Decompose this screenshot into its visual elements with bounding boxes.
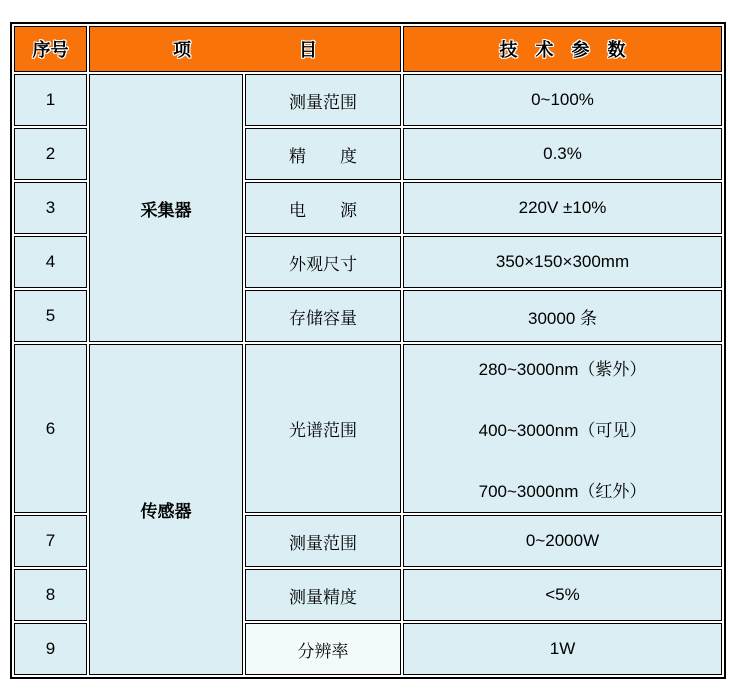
item-label-cell: 测量范围 bbox=[245, 74, 401, 126]
spectral-range-values bbox=[408, 345, 717, 512]
spectral-range-visible: 400~3000nm（可见） bbox=[478, 421, 647, 440]
row-number-cell: 6 bbox=[14, 344, 87, 513]
item-label-cell: 光谱范围 bbox=[245, 344, 401, 513]
item-label-cell: 精 度 bbox=[245, 128, 401, 180]
param-value-cell: 30000 条 bbox=[403, 290, 722, 342]
row-number-cell: 3 bbox=[14, 182, 87, 234]
spectral-range-ir: 700~3000nm（红外） bbox=[478, 482, 647, 501]
header-params: 技 术 参 数 bbox=[403, 26, 722, 72]
spec-table bbox=[10, 22, 726, 679]
header-row bbox=[14, 26, 722, 72]
param-value-cell: 0~2000W bbox=[403, 515, 722, 567]
row-number-cell: 9 bbox=[14, 623, 87, 675]
group-cell-collector: 采集器 bbox=[89, 74, 243, 342]
item-label-cell: 外观尺寸 bbox=[245, 236, 401, 288]
param-value-cell: 0~100% bbox=[403, 74, 722, 126]
row-number-cell: 2 bbox=[14, 128, 87, 180]
item-label-cell: 测量范围 bbox=[245, 515, 401, 567]
group-cell-sensor: 传感器 bbox=[89, 344, 243, 675]
table-row bbox=[14, 74, 722, 126]
param-value-cell: 350×150×300mm bbox=[403, 236, 722, 288]
row-number-cell: 5 bbox=[14, 290, 87, 342]
param-value-cell: <5% bbox=[403, 569, 722, 621]
item-label-cell: 电 源 bbox=[245, 182, 401, 234]
header-no: 序号 bbox=[14, 26, 87, 72]
param-value-cell bbox=[403, 344, 722, 513]
table-row bbox=[14, 344, 722, 513]
row-number-cell: 4 bbox=[14, 236, 87, 288]
item-label-cell: 存储容量 bbox=[245, 290, 401, 342]
row-number-cell: 1 bbox=[14, 74, 87, 126]
param-value-cell: 1W bbox=[403, 623, 722, 675]
param-value-cell: 0.3% bbox=[403, 128, 722, 180]
header-item: 项 目 bbox=[89, 26, 401, 72]
item-label-cell: 测量精度 bbox=[245, 569, 401, 621]
spectral-range-uv: 280~3000nm（紫外） bbox=[478, 360, 647, 379]
param-value-cell: 220V ±10% bbox=[403, 182, 722, 234]
row-number-cell: 8 bbox=[14, 569, 87, 621]
row-number-cell: 7 bbox=[14, 515, 87, 567]
item-label-cell: 分辨率 bbox=[245, 623, 401, 675]
